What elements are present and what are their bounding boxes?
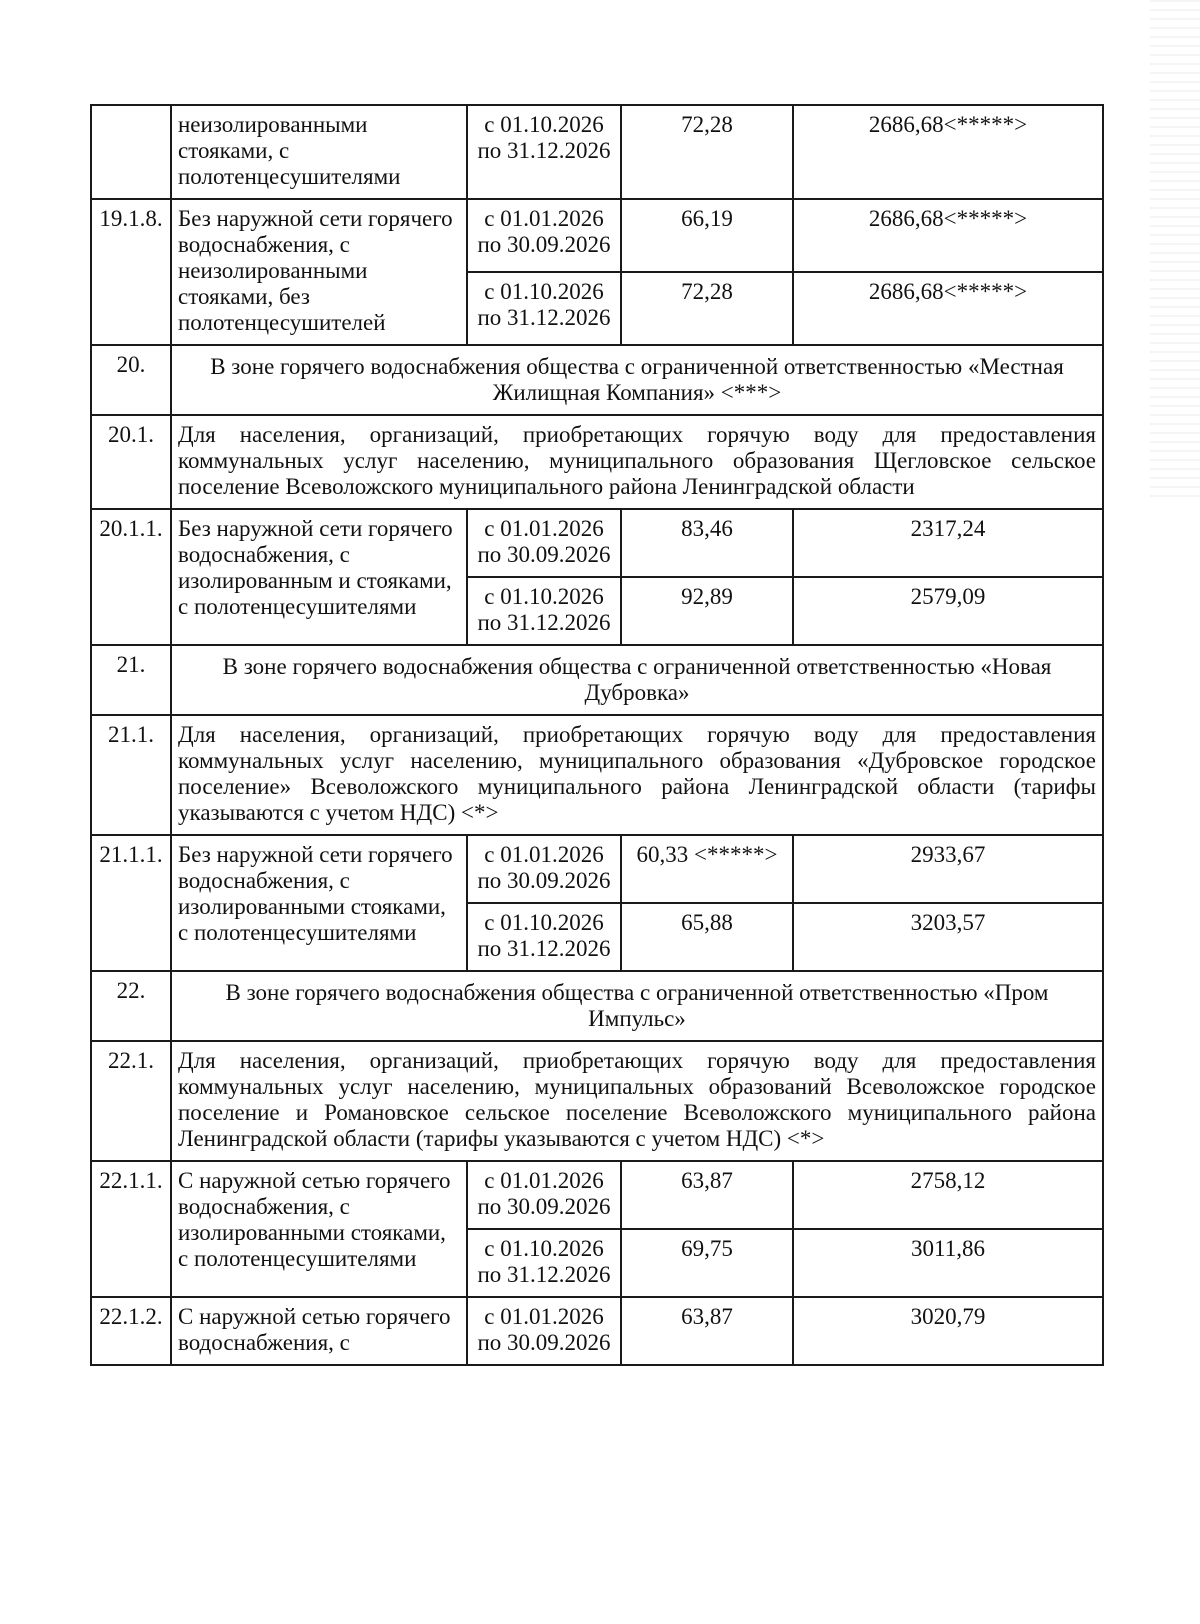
row-period: с 01.01.2026 по 30.09.2026 xyxy=(467,835,621,903)
row-number: 20. xyxy=(91,345,171,415)
row-value-1: 69,75 xyxy=(621,1229,793,1297)
table-row-21-1 xyxy=(91,715,1103,835)
row-value-2: 2579,09 xyxy=(793,577,1103,645)
table-row-20-1-1 xyxy=(91,509,1103,577)
row-value-1: 65,88 xyxy=(621,903,793,971)
table-row-21-1-1 xyxy=(91,835,1103,903)
scan-edge-noise xyxy=(1150,0,1200,500)
row-number: 22. xyxy=(91,971,171,1041)
row-value-2: 2686,68<*****> xyxy=(793,199,1103,272)
table-row-22-1-1 xyxy=(91,1161,1103,1229)
row-value-1: 72,28 xyxy=(621,105,793,199)
row-value-2: 3203,57 xyxy=(793,903,1103,971)
row-value-2: 2317,24 xyxy=(793,509,1103,577)
row-period: с 01.01.2026 по 30.09.2026 xyxy=(467,199,621,272)
consumer-group-text: Для населения, организаций, приобретающих горячую воду для предоставления коммунальных услуг населению, муниципального образования Щегловское сельское поселение Всеволожского муниципального района Ленинградской области xyxy=(171,415,1103,509)
row-number: 21.1.1. xyxy=(91,835,171,971)
row-value-1: 63,87 xyxy=(621,1161,793,1229)
table-row-22-1 xyxy=(91,1041,1103,1161)
row-value-1: 83,46 xyxy=(621,509,793,577)
row-number: 22.1.1. xyxy=(91,1161,171,1297)
consumer-group-text: Для населения, организаций, приобретающих горячую воду для предоставления коммунальных услуг населению, муниципальных образований Всеволожское городское поселение и Романовское сельское поселение Всеволожского муниципального района Ленинградской области (тарифы указываются с учетом НДС) <*> xyxy=(171,1041,1103,1161)
row-number: 21. xyxy=(91,645,171,715)
row-value-1: 92,89 xyxy=(621,577,793,645)
row-description: неизолированными стояками, с полотенцесушителями xyxy=(171,105,467,199)
row-value-2: 3011,86 xyxy=(793,1229,1103,1297)
zone-heading: В зоне горячего водоснабжения общества с ограниченной ответственностью «Пром Импульс» xyxy=(171,971,1103,1041)
consumer-group-text: Для населения, организаций, приобретающих горячую воду для предоставления коммунальных услуг населению, муниципального образования «Дубровское городское поселение» Всеволожского муниципального района Ленинградской области (тарифы указываются с учетом НДС) <*> xyxy=(171,715,1103,835)
zone-heading: В зоне горячего водоснабжения общества с ограниченной ответственностью «Местная Жилищная Компания» <***> xyxy=(171,345,1103,415)
tariff-table xyxy=(90,104,1104,1366)
row-description: Без наружной сети горячего водоснабжения, с изолированным и стояками, с полотенцесушителями xyxy=(171,509,467,645)
row-description: Без наружной сети горячего водоснабжения, с изолированными стояками, с полотенцесушителями xyxy=(171,835,467,971)
row-description: С наружной сетью горячего водоснабжения, с xyxy=(171,1297,467,1365)
row-period: с 01.10.2026 по 31.12.2026 xyxy=(467,105,621,199)
row-period: с 01.10.2026 по 31.12.2026 xyxy=(467,577,621,645)
row-value-1: 72,28 xyxy=(621,272,793,345)
row-number: 20.1.1. xyxy=(91,509,171,645)
row-period: с 01.10.2026 по 31.12.2026 xyxy=(467,1229,621,1297)
row-value-1: 66,19 xyxy=(621,199,793,272)
row-number: 20.1. xyxy=(91,415,171,509)
row-period: с 01.01.2026 по 30.09.2026 xyxy=(467,509,621,577)
row-period: с 01.10.2026 по 31.12.2026 xyxy=(467,903,621,971)
row-value-2: 2933,67 xyxy=(793,835,1103,903)
zone-heading: В зоне горячего водоснабжения общества с ограниченной ответственностью «Новая Дубровка» xyxy=(171,645,1103,715)
table-row-19-1-7-cont xyxy=(91,105,1103,199)
row-number: 21.1. xyxy=(91,715,171,835)
row-description: С наружной сетью горячего водоснабжения, с изолированными стояками, с полотенцесушителями xyxy=(171,1161,467,1297)
row-description: Без наружной сети горячего водоснабжения, с неизолированными стояками, без полотенцесушителей xyxy=(171,199,467,345)
row-number: 22.1.2. xyxy=(91,1297,171,1365)
row-period: с 01.10.2026 по 31.12.2026 xyxy=(467,272,621,345)
row-value-2: 3020,79 xyxy=(793,1297,1103,1365)
table-row-22 xyxy=(91,971,1103,1041)
row-number xyxy=(91,105,171,199)
table-row-19-1-8 xyxy=(91,199,1103,272)
table-row-21 xyxy=(91,645,1103,715)
table-row-20-1 xyxy=(91,415,1103,509)
row-period: с 01.01.2026 по 30.09.2026 xyxy=(467,1161,621,1229)
row-value-2: 2758,12 xyxy=(793,1161,1103,1229)
row-number: 19.1.8. xyxy=(91,199,171,345)
row-value-2: 2686,68<*****> xyxy=(793,272,1103,345)
row-value-1: 63,87 xyxy=(621,1297,793,1365)
row-number: 22.1. xyxy=(91,1041,171,1161)
row-value-1: 60,33 <*****> xyxy=(621,835,793,903)
row-period: с 01.01.2026 по 30.09.2026 xyxy=(467,1297,621,1365)
table-row-20 xyxy=(91,345,1103,415)
table-row-22-1-2 xyxy=(91,1297,1103,1365)
row-value-2: 2686,68<*****> xyxy=(793,105,1103,199)
